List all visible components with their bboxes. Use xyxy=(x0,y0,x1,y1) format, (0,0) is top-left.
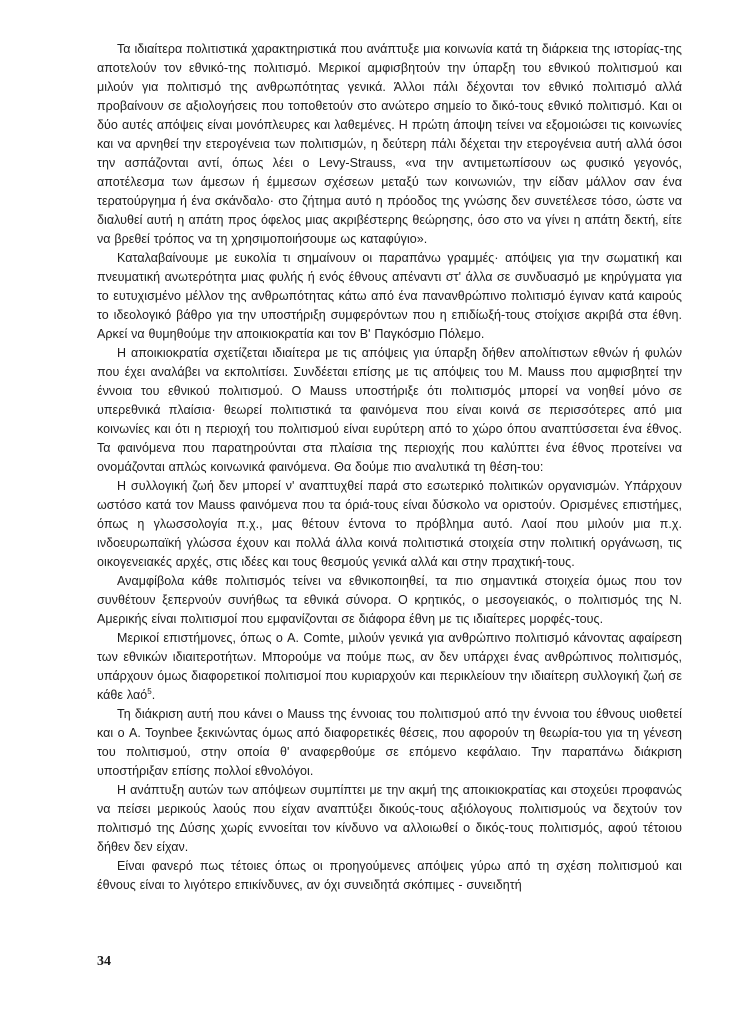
paragraph-dangerous-views: Είναι φανερό πως τέτοιες όπως οι προηγούμενες απόψεις γύρω από τη σχέση πολιτισμού και έθνους είναι το λιγότερο επικίνδυνες, αν όχι συνειδητά σκόπιμες - συνειδητή xyxy=(97,859,682,892)
paragraph-ideological-base: Καταλαβαίνουμε με ευκολία τι σημαίνουν οι παραπάνω γραμμές· απόψεις για την σωματική και πνευματική ανωτερότητα μιας φυλής ή ενός έθνους απέναντι στ' άλλα σε συνδυασμό με κηρύγματα για το ευτυχισμένο μέλλον της ανθρωπότητας κάτω από ένα πανανθρώπινο πολιτισμό έγιναν κατά καιρούς το ιδεολογικό βάθρο για την υποστήριξη συμφερόντων που η επιδίωξή-τους στοίχισε ακριβά στα έθνη. Αρκεί να θυμηθούμε την αποικιοκρατία και τον Β' Παγκόσμιο Πόλεμο. xyxy=(97,251,682,341)
paragraph-collective-life: Η συλλογική ζωή δεν μπορεί ν' αναπτυχθεί παρά στο εσωτερικό πολιτικών οργανισμών. Υπάρχουν ωστόσο κατά τον Mauss φαινόμενα που τα όριά-τους είναι δύσκολο να οριστούν. Ορισμένες επιστήμες, όπως η γλωσσολογία π.χ., μας θέτουν έντονα το πρόβλημα αυτό. Λαοί που μιλούν μια π.χ. ινδοευρωπαϊκή γλώσσα έχουν και πολλά άλλα κοινά πολιτιστικά στοιχεία στην πολιτική οργάνωση, τις οικογενειακές αρχές, στις ιδέες και τους θεσμούς γενικά αλλά και στην πραχτική-τους. xyxy=(97,479,682,569)
paragraph-toynbee: Τη διάκριση αυτή που κάνει ο Mauss της έννοιας του πολιτισμού από την έννοια του έθνους υιοθετεί και ο A. Toynbee ξεκινώντας όμως από διαφορετικές θέσεις, που αφορούν τη θεωρία-του για τη γένεση του πολιτισμού, στην οποία θ' αναφερθούμε σε επόμενο κεφάλαιο. Την παραπάνω διάκριση υποστήριξαν επίσης πολλοί εθνολόγοι. xyxy=(97,707,682,778)
paragraph-comte: Μερικοί επιστήμονες, όπως ο A. Comte, μιλούν γενικά για ανθρώπινο πολιτισμό κάνοντας αφαίρεση των εθνικών ιδιαιτεροτήτων. Μπορούμε να πούμε πως, αν δεν υπάρχει ένας ανθρώπινος πολιτισμός, υπάρχουν όμως διαφορετικοί πολιτισμοί που κυριαρχούν και περικλείουν την ιδιαίτερη συλλογική ζωή σε κάθε λαό$^5$. xyxy=(97,631,682,702)
paragraph-comte-text: Μερικοί επιστήμονες, όπως ο A. Comte, μιλούν γενικά για ανθρώπινο πολιτισμό κάνοντας αφαίρεση των εθνικών ιδιαιτεροτήτων. Μπορούμε να πούμε πως, αν δεν υπάρχει ένας ανθρώπινος πολιτισμός, υπάρχουν όμως διαφορετικοί πολιτισμοί που κυριαρχούν και περικλείουν την ιδιαίτερη συλλογική ζωή σε κάθε λαό xyxy=(97,631,682,702)
page-number: 34 xyxy=(97,954,111,969)
paragraph-western-culture: Η ανάπτυξη αυτών των απόψεων συμπίπτει με την ακμή της αποικιοκρατίας και στοχεύει προφανώς να πείσει μερικούς λαούς που είχαν αναπτύξει δικούς-τους αξιόλογους πολιτισμούς να δεχτούν τον πολιτισμό της Δύσης χωρίς εννοείται τον κίνδυνο να αλλοιωθεί ο δικός-τους πολιτισμός, αφού τέτοιου δήθεν δεν είχαν. xyxy=(97,783,682,854)
paragraph-culture-national: Τα ιδιαίτερα πολιτιστικά χαρακτηριστικά που ανάπτυξε μια κοινωνία κατά τη διάρκεια της ιστορίας-της αποτελούν τον εθνικό-της πολιτισμό. Μερικοί αμφισβητούν την ύπαρξη του εθνικού πολιτισμού και μιλούν για πολιτισμό της ανθρωπότητας γενικά. Άλλοι πάλι δέχονται τον εθνικό πολιτισμό αλλά προβαίνουν σε αξιολογήσεις που τοποθετούν στο ανώτερο σημείο το δικό-τους εθνικό πολιτισμό. Και οι δύο αυτές απόψεις είναι μονόπλευρες και λαθεμένες. Η πρώτη άποψη τείνει να εξομοιώσει τις κοινωνίες και να αρνηθεί την ετερογένεια των πολιτισμών, η δεύτερη πάλι δέχεται την ετερογένεια αυτή αλλά όσοι την ασπάζονται αντί, όπως λέει ο Levy-Strauss, «να την αντιμετωπίσουν ως φυσικό γεγονός, αποτέλεσμα των άμεσων ή έμμεσων σχέσεων μεταξύ των κοινωνιών, την είδαν μάλλον σαν ένα τερατούργημα ή ένα σκάνδαλο· στο ζήτημα αυτό η πρόοδος της γνώσης δεν συνετέλεσε τόσο, ώστε να διαλυθεί αυτή η απάτη προς όφελος μιας ακριβέστερης θεώρησης, όσο στο να γίνει η απάτη δεκτή, είτε να βρεθεί τρόπος να τη χρησιμοποιήσουμε ως καταφύγιο». xyxy=(97,42,682,246)
paragraph-colonialism-mauss: Η αποικιοκρατία σχετίζεται ιδιαίτερα με τις απόψεις για ύπαρξη δήθεν απολίτιστων εθνών ή φυλών που έχει αναλάβει να εκπολιτίσει. Συνδέεται επίσης με τις απόψεις του M. Mauss που αμφισβητεί την έννοια του εθνικού πολιτισμού. Ο Mauss υποστήριξε ότι πολιτισμός μπορεί να νοηθεί μόνο σε υπερεθνικά πλαίσια· θεωρεί πολιτιστικά τα φαινόμενα που είναι κοινά σε περισσότερες από μια κοινωνίες και ότι η περιοχή του πολιτισμού είναι ευρύτερη από το χώρο όπου αναπτύσσεται ένα έθνος. Τα φαινόμενα που παρατηρούνται στα πλαίσια της περιοχής που καλύπτει ένα έθνος προτείνει να ονομάζονται απλώς κοινωνικά φαινόμενα. Θα δούμε πιο αναλυτικά τη θέση-του: xyxy=(97,346,682,474)
footnote-marker[interactable]: 5 xyxy=(147,686,152,696)
paragraph-nationalization: Αναμφίβολα κάθε πολιτισμός τείνει να εθνικοποιηθεί, τα πιο σημαντικά στοιχεία όμως που τον συνθέτουν ξεπερνούν συνήθως τα εθνικά σύνορα. Ο κρητικός, ο μεσογειακός, ο πολιτισμός της Ν. Αμερικής είναι πολιτισμοί που εμφανίζονται σε διάφορα έθνη με τις ιδιαίτερες μορφές-τους. xyxy=(97,574,682,626)
body-text xyxy=(97,40,682,895)
